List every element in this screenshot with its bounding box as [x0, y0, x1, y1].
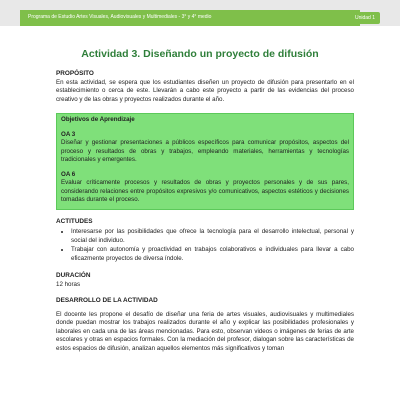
- desarrollo-heading: DESARROLLO DE LA ACTIVIDAD: [56, 297, 158, 304]
- objetivos-box: [56, 113, 354, 210]
- program-title: Programa de Estudio Artes Visuales, Audiovisuales y Multimediales - 3° y 4° medio: [28, 14, 212, 20]
- proposito-text: En esta actividad, se espera que los estudiantes diseñen un proyecto de difusión para presentarlo en el establecimiento o cerca de este. Llevarán a cabo este proyecto a partir de las evidencias del proceso creativo y de las obras y proyectos realizados durante el año.: [56, 78, 354, 103]
- page-header: [0, 0, 400, 26]
- desarrollo-text: El docente les propone el desafío de diseñar una feria de artes visuales, audiovisuales y multimediales donde puedan mostrar los trabajos realizados durante el año y explicar las posibilidades profesionales y laborales en cada una de las áreas mencionadas. Para esto, observan videos o imágenes de ferias de arte escolares y otras en espacios formales. Con la mediación del profesor, dialogan sobre las características de estos espacios de difusión, analizan aquellos elementos más significativos y toman: [56, 310, 354, 352]
- unit-badge: Unidad 1: [350, 12, 380, 24]
- document-body: [56, 70, 354, 353]
- actitudes-heading: ACTITUDES: [56, 217, 93, 225]
- activity-title: Actividad 3. Diseñando un proyecto de difusión: [81, 48, 319, 60]
- oa3-text: Diseñar y gestionar presentaciones a públicos específicos para comunicar propósitos, aspectos del proceso y resultados de obras y trabajos, empleando materiales, herramientas y tecnologías tradicionales y emergentes.: [61, 139, 349, 163]
- objetivos-heading: Objetivos de Aprendizaje: [61, 116, 135, 123]
- duracion-text: 12 horas: [56, 280, 81, 288]
- list-item: • Interesarse por las posibilidades que ofrece la tecnología para el desarrollo intelectual, personal y social del individuo.: [71, 228, 354, 245]
- list-item: • Trabajar con autonomía y proactividad en trabajos colaborativos e individuales para llevar a cabo eficazmente proyectos de diversa índole.: [71, 246, 354, 263]
- duracion-heading: DURACIÓN: [56, 272, 91, 279]
- oa3-title: OA 3: [61, 130, 76, 138]
- proposito-heading: PROPÓSITO: [56, 70, 94, 77]
- oa6-text: Evaluar críticamente procesos y resultados de obras y proyectos personales y de sus pares, considerando relaciones entre propósitos expresivos y/o comunicativos, aspectos estéticos y decisiones tomadas durante el proceso.: [61, 179, 349, 203]
- oa6-title: OA 6: [61, 170, 76, 178]
- actitudes-list: [56, 228, 354, 263]
